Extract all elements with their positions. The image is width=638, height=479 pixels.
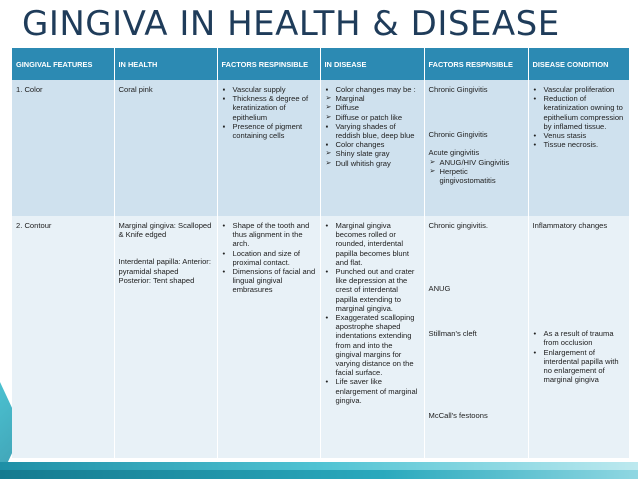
factor-text: ANUG <box>428 284 451 294</box>
health-text: Marginal gingiva: Scalloped & Knife edged <box>118 221 212 240</box>
list-item: • Vascular proliferation <box>544 85 625 94</box>
factor-text: Chronic Gingivitis <box>428 130 488 140</box>
cell-factors-disease-contour <box>424 216 528 458</box>
header-in-disease: IN DISEASE <box>320 48 424 80</box>
list-item: ➢ Marginal <box>336 94 420 103</box>
health-text: Posterior: Tent shaped <box>118 275 195 285</box>
factor-text: Chronic gingivitis. <box>428 221 489 230</box>
list-item: ▪ Varying shades of reddish blue, deep blue <box>336 122 420 140</box>
header-factors-health: FACTORS RESPINSIBLE <box>217 48 320 80</box>
list-item: ▪ Color changes may be : <box>336 85 420 94</box>
factor-text: McCall's festoons <box>428 410 488 420</box>
list-item: • Punched out and crater like depression at the crest of interdental papilla extending to marginal gingiva. <box>336 267 420 313</box>
header-disease-condition: DISEASE CONDITION <box>528 48 629 80</box>
list-item: ▪ Thickness & degree of keratinization of epithelium <box>233 94 316 122</box>
list-item: ➢ Dull whitish gray <box>336 159 420 168</box>
list-item: • Marginal gingiva becomes rolled or rounded, interdental papilla becomes blunt and flat. <box>336 221 420 267</box>
list-item: • Dimensions of facial and lingual gingival embrasures <box>233 267 316 295</box>
list-item: ➢ ANUG/HIV Gingivitis <box>440 158 524 167</box>
cell-feature-contour: 2. Contour <box>12 216 114 458</box>
table-header-row <box>12 48 629 80</box>
table-row-color <box>12 80 629 216</box>
gingiva-table <box>12 48 630 458</box>
list-item: ➢ Herpetic gingivostomatitis <box>440 167 524 185</box>
list-item: ➢ Diffuse or patch like <box>336 113 420 122</box>
list-item: • Reduction of keratinization owning to epithelium compression by inflamed tissue. <box>544 94 625 131</box>
list-item: • Life saver like enlargement of marginal gingiva. <box>336 377 420 405</box>
list-item: • Shape of the tooth and thus alignment in the arch. <box>233 221 316 249</box>
cell-disease-contour <box>320 216 424 458</box>
list-item: • Location and size of proximal contact. <box>233 249 316 267</box>
cell-factors-health-contour <box>217 216 320 458</box>
cell-factors-disease-color <box>424 80 528 216</box>
cell-feature-color: 1. Color <box>12 80 114 216</box>
cell-condition-color <box>528 80 629 216</box>
slide-title: GINGIVA IN HEALTH & DISEASE <box>22 4 560 44</box>
list-item: • Exaggerated scalloping apostrophe shaped indentations extending from and into the gingival margins for varying distance on the facial surface. <box>336 313 420 377</box>
list-item: • As a result of trauma from occlusion <box>544 329 625 347</box>
list-item: ▪ Presence of pigment containing cells <box>233 122 316 140</box>
table-row-contour <box>12 216 629 458</box>
health-text: Interdental papilla: Anterior: pyramidal shaped <box>118 257 211 276</box>
list-item: • Venus stasis <box>544 131 625 140</box>
cell-factors-health-color <box>217 80 320 216</box>
list-item: ▪ Vascular supply <box>233 85 316 94</box>
list-item: ▪ Color changes <box>336 140 420 149</box>
decorative-band-dark <box>0 470 638 479</box>
factor-text: Stillman's cleft <box>428 329 477 339</box>
factor-text: Acute gingivitis <box>428 148 480 158</box>
cell-health-color: Coral pink <box>114 80 217 216</box>
header-in-health: IN HEALTH <box>114 48 217 80</box>
list-item: ➢ Diffuse <box>336 103 420 112</box>
factor-text: Chronic Gingivitis <box>428 85 488 94</box>
condition-text: Inflammatory changes <box>532 221 608 230</box>
list-item: • Enlargement of interdental papilla with no enlargement of marginal gingiva <box>544 348 625 385</box>
list-item: • Tissue necrosis. <box>544 140 625 149</box>
header-factors-disease: FACTORS RESPNSIBLE <box>424 48 528 80</box>
cell-condition-contour <box>528 216 629 458</box>
cell-disease-color <box>320 80 424 216</box>
header-gingival-features: GINGIVAL FEATURES <box>12 48 114 80</box>
cell-health-contour <box>114 216 217 458</box>
list-item: ➢ Shiny slate gray <box>336 149 420 158</box>
